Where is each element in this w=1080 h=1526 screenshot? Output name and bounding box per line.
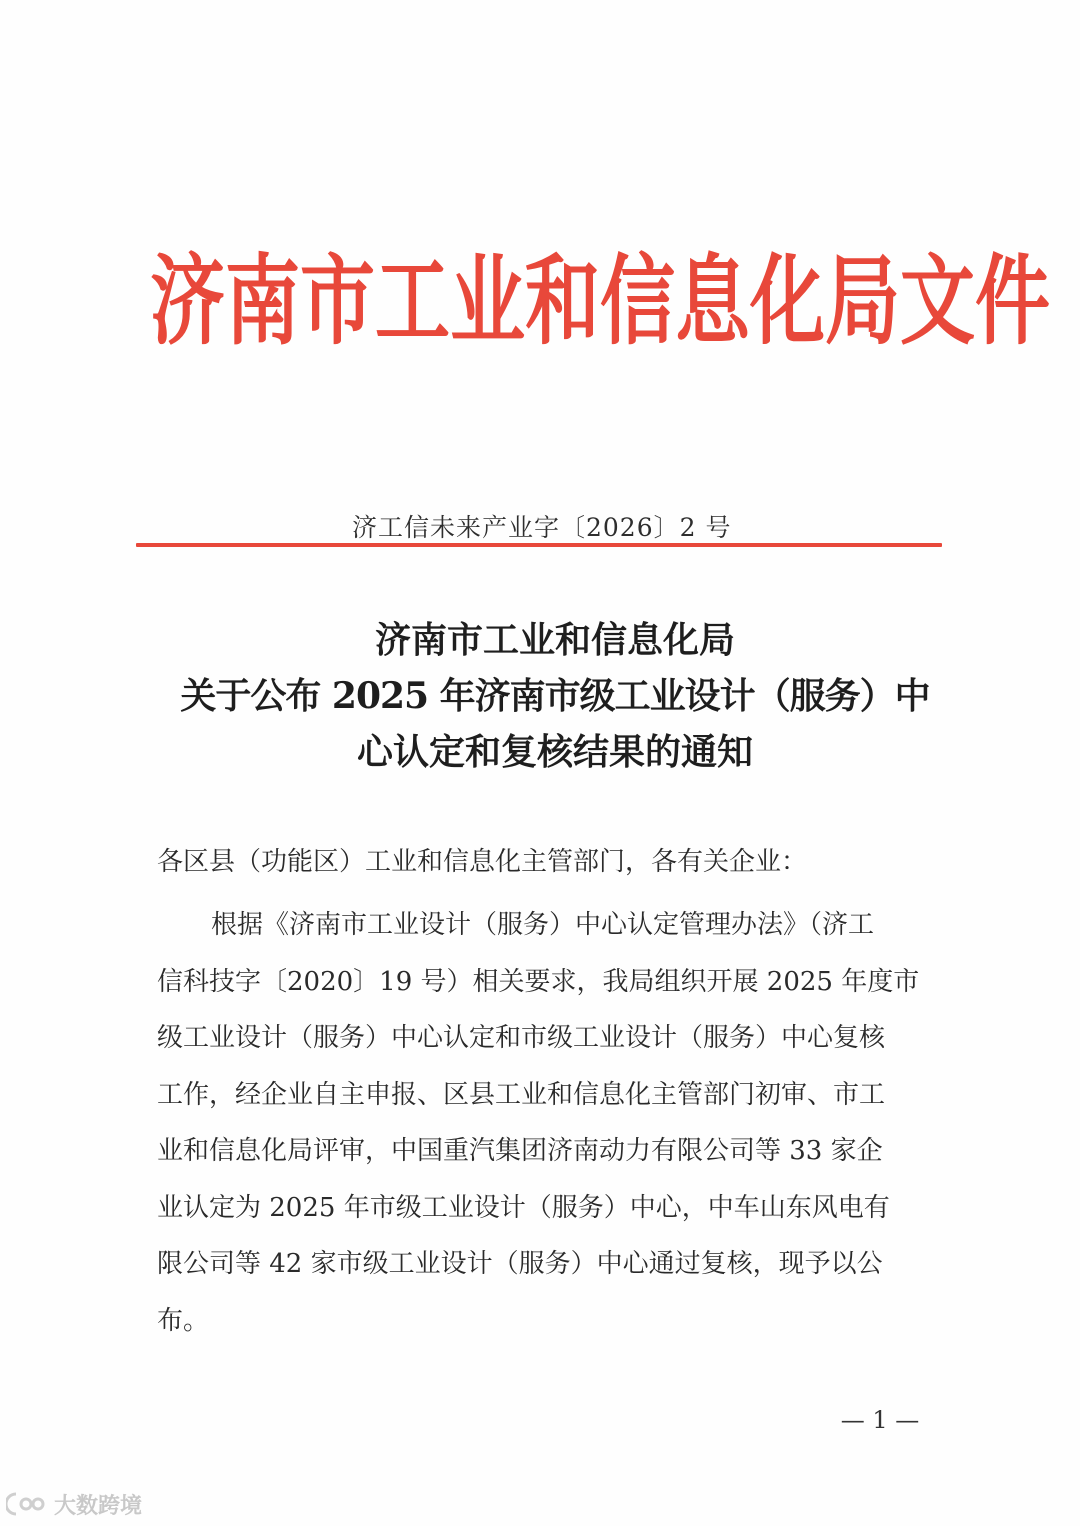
body-line: 根据《济南市工业设计（服务）中心认定管理办法》（济工 bbox=[211, 910, 875, 940]
body-line: 限公司等 42 家市级工业设计（服务）中心通过复核，现予以公 bbox=[157, 1249, 883, 1279]
page-number: — 1 — bbox=[840, 1406, 920, 1434]
document-number: 济工信未来产业字〔2026〕2 号 bbox=[352, 513, 732, 542]
masthead-title: 济南市工业和信息化局文件 bbox=[150, 243, 1051, 359]
notice-title-line-2: 关于公布 2025 年济南市级工业设计（服务）中 bbox=[180, 675, 930, 717]
watermark-text: 大数跨境 bbox=[54, 1493, 143, 1519]
notice-title-line-1: 济南市工业和信息化局 bbox=[374, 619, 735, 661]
body-line: 级工业设计（服务）中心认定和市级工业设计（服务）中心复核 bbox=[157, 1023, 886, 1053]
notice-title bbox=[140, 612, 970, 780]
watermark bbox=[6, 1488, 142, 1520]
salutation: 各区县（功能区）工业和信息化主管部门，各有关企业： bbox=[157, 847, 808, 877]
notice-title-line-3: 心认定和复核结果的通知 bbox=[356, 731, 753, 773]
body-line: 布。 bbox=[157, 1305, 210, 1336]
body-line: 业认定为 2025 年市级工业设计（服务）中心，中车山东风电有 bbox=[157, 1192, 890, 1223]
logo-icon bbox=[6, 1490, 54, 1518]
body-line: 信科技字〔2020〕19 号）相关要求，我局组织开展 2025 年度市 bbox=[157, 966, 920, 997]
body-line: 工作，经企业自主申报、区县工业和信息化主管部门初审、市工 bbox=[157, 1079, 886, 1110]
body-line: 业和信息化局评审，中国重汽集团济南动力有限公司等 33 家企 bbox=[157, 1136, 883, 1166]
body-paragraph bbox=[157, 897, 957, 1349]
red-divider-line bbox=[136, 543, 942, 547]
